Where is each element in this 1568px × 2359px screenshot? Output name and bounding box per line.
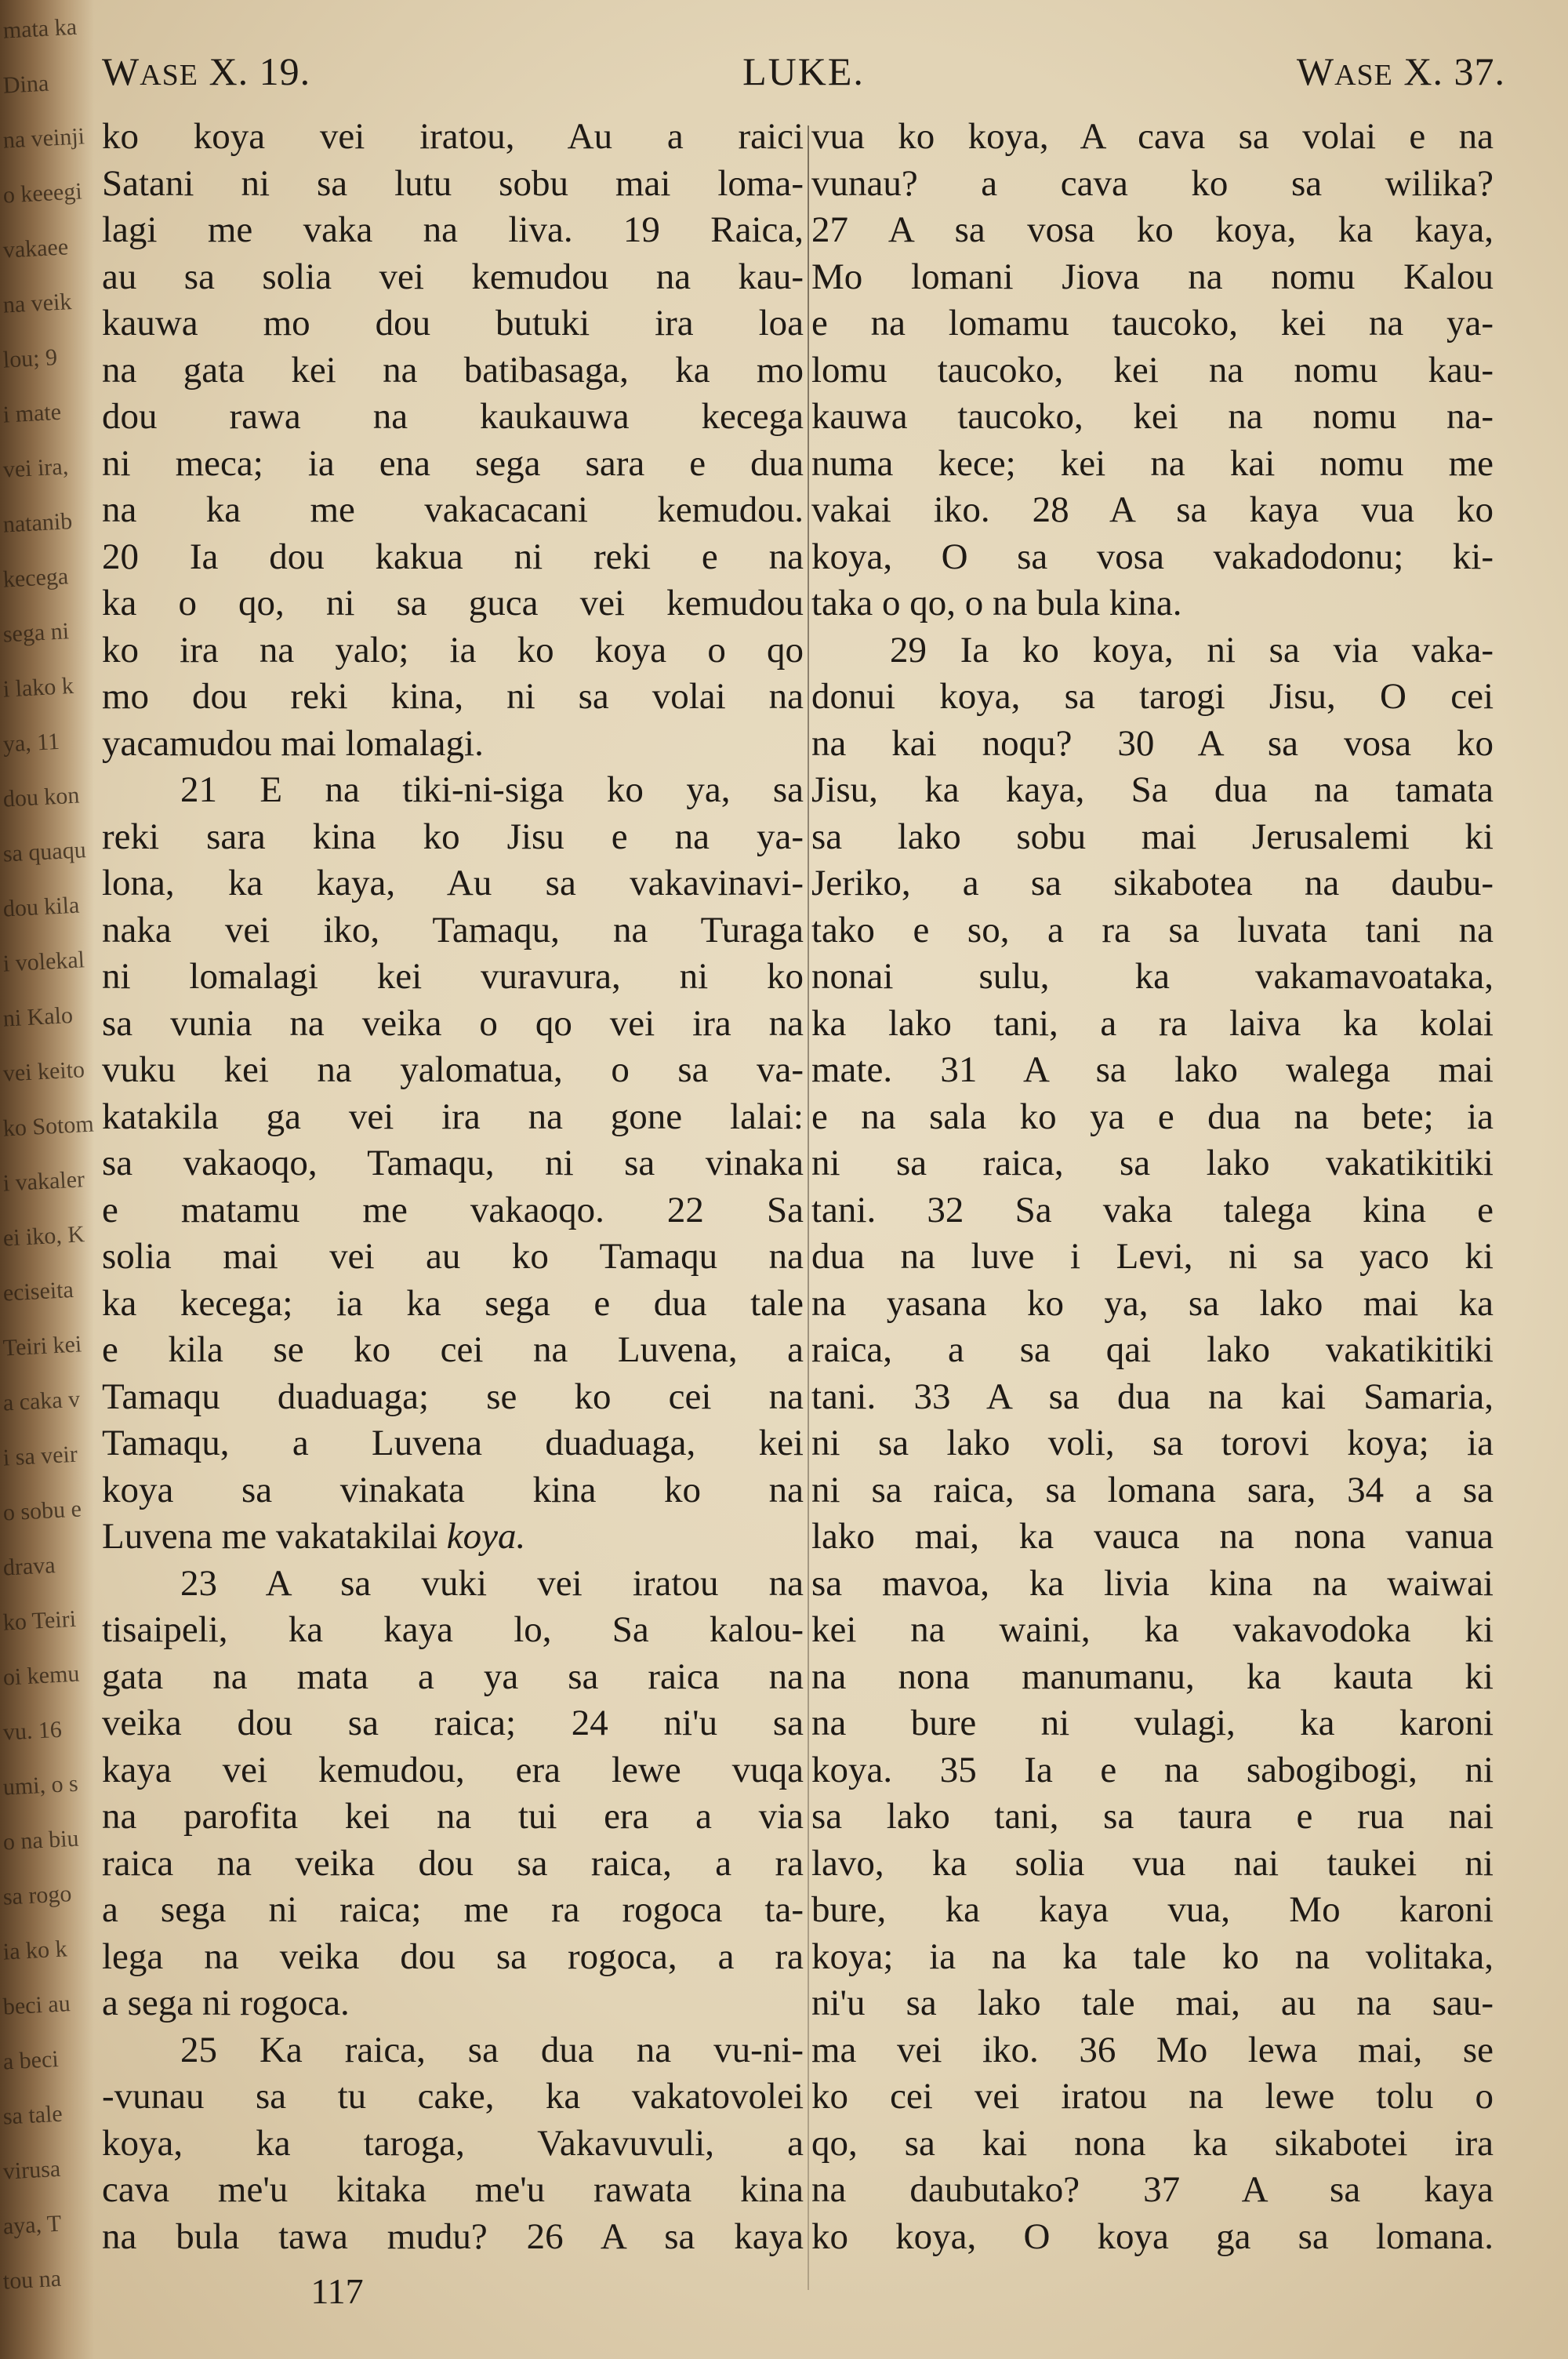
- text-line: ma vei iko. 36 Mo lewa mai, se: [811, 2029, 1494, 2070]
- text-line: ka kecega; ia ka sega e dua tale: [102, 1282, 804, 1324]
- text-line: na yasana ko ya, sa lako mai ka: [811, 1282, 1494, 1324]
- text-line: Tamaqu duaduaga; se ko cei na: [102, 1376, 804, 1417]
- bleed-through-text: a caka v: [2, 1386, 81, 1416]
- text-line: ni'u sa lako tale mai, au na sau-: [811, 1983, 1494, 2023]
- text-line: na nona manumanu, ka kauta ki: [811, 1656, 1494, 1697]
- text-line: vua ko koya, A cava sa volai e na: [811, 116, 1494, 157]
- bleed-through-text: vei keito: [2, 1056, 85, 1087]
- text-line: na gata kei na batibasaga, ka mo: [102, 349, 804, 391]
- text-line: -vunau sa tu cake, ka vakatovolei: [102, 2076, 804, 2117]
- column-divider: [808, 125, 809, 2290]
- text-line: koya; ia na ka tale ko na volitaka,: [811, 1936, 1494, 1977]
- text-line: vunau? a cava ko sa wilika?: [811, 162, 1494, 204]
- text-line: kei na waini, ka vakavodoka ki: [811, 1609, 1494, 1650]
- text-line: vakai iko. 28 A sa kaya vua ko: [811, 489, 1494, 530]
- text-line: sa vunia na veika o qo vei ira na: [102, 1002, 804, 1044]
- bleed-through-text: virusa: [2, 2155, 61, 2185]
- text-line: dou rawa na kaukauwa kecega: [102, 396, 804, 437]
- bleed-through-text: ko Sotom: [2, 1110, 95, 1142]
- bleed-through-text: natanib: [2, 508, 73, 538]
- bleed-through-text: vu. 16: [2, 1716, 63, 1746]
- text-line: yacamudou mai lomalagi.: [102, 722, 484, 764]
- text-line: tani. 33 A sa dua na kai Samaria,: [811, 1376, 1494, 1417]
- text-line: ka o qo, ni sa guca vei kemudou: [102, 583, 804, 623]
- text-line: 25 Ka raica, sa dua na vu-ni-: [180, 2029, 804, 2070]
- left-text-column: [102, 114, 804, 2260]
- text-line: e na lomamu taucoko, kei na ya-: [811, 303, 1494, 343]
- text-line: Jisu, ka kaya, Sa dua na tamata: [811, 769, 1494, 810]
- text-line: ka lako tani, a ra laiva ka kolai: [811, 1002, 1494, 1044]
- text-line: raica, a sa qai lako vakatikitiki: [811, 1329, 1494, 1370]
- running-header: [102, 49, 1505, 104]
- text-line: ko koya, O koya ga sa lomana.: [811, 2215, 1494, 2257]
- text-line: 27 A sa vosa ko koya, ka kaya,: [811, 209, 1494, 250]
- text-line: gata na mata a ya sa raica na: [102, 1656, 804, 1697]
- bleed-through-text: ya, 11: [2, 728, 60, 758]
- text-line: numa kece; kei na kai nomu me: [811, 442, 1494, 484]
- text-line: donui koya, sa tarogi Jisu, O cei: [811, 676, 1494, 717]
- text-line: dua na luve i Levi, ni sa yaco ki: [811, 1236, 1494, 1277]
- bleed-through-text: vei ira,: [2, 453, 69, 483]
- bleed-through-text: ia ko k: [2, 1936, 68, 1965]
- bleed-through-text: vakaee: [2, 234, 69, 264]
- text-line: a sega ni rogoca.: [102, 1983, 350, 2023]
- bleed-through-text: i mate: [2, 398, 62, 428]
- text-line: lavo, ka solia vua nai taukei ni: [811, 1842, 1494, 1884]
- bleed-through-text: i volekal: [2, 947, 85, 977]
- text-line: katakila ga vei ira na gone lalai:: [102, 1096, 804, 1137]
- text-line: e matamu me vakaoqo. 22 Sa: [102, 1189, 804, 1230]
- bleed-through-text: drava: [2, 1552, 56, 1581]
- text-line: lomu taucoko, kei na nomu kau-: [811, 349, 1494, 391]
- page-number: 117: [310, 2271, 364, 2311]
- text-line: sa lako tani, sa taura e rua nai: [811, 1796, 1494, 1837]
- text-line: ni sa raica, sa lako vakatikitiki: [811, 1143, 1494, 1183]
- text-line: lako mai, ka vauca na nona vanua: [811, 1516, 1494, 1557]
- text-line: sa vakaoqo, Tamaqu, ni sa vinaka: [102, 1143, 804, 1183]
- header-right-reference: WASE X. 37.: [1296, 49, 1505, 93]
- text-line: 21 E na tiki-ni-siga ko ya, sa: [180, 769, 804, 810]
- text-line: e kila se ko cei na Luvena, a: [102, 1329, 804, 1370]
- text-line: kauwa mo dou butuki ira loa: [102, 303, 804, 343]
- text-line: Tamaqu, a Luvena duaduaga, kei: [102, 1423, 804, 1463]
- text-line: sa lako sobu mai Jerusalemi ki: [811, 816, 1494, 857]
- bleed-through-text: ni Kalo: [2, 1001, 74, 1032]
- text-line: lega na veika dou sa rogoca, a ra: [102, 1936, 804, 1977]
- text-line: lagi me vaka na liva. 19 Raica,: [102, 209, 804, 250]
- text-line: 20 Ia dou kakua ni reki e na: [102, 536, 804, 577]
- italic-word: koya.: [446, 1516, 526, 1557]
- text-line: na parofita kei na tui era a via: [102, 1796, 804, 1837]
- text-line: solia mai vei au ko Tamaqu na: [102, 1236, 804, 1277]
- text-line: tani. 32 Sa vaka talega kina e: [811, 1189, 1494, 1230]
- text-line: Mo lomani Jiova na nomu Kalou: [811, 256, 1494, 297]
- text-line: koya, O sa vosa vakadodonu; ki-: [811, 536, 1494, 577]
- bleed-through-text: Teiri kei: [2, 1331, 82, 1361]
- text-line: au sa solia vei kemudou na kau-: [102, 256, 804, 297]
- text-line: nonai sulu, ka vakamavoataka,: [811, 956, 1494, 997]
- text-line: koya sa vinakata kina ko na: [102, 1469, 804, 1510]
- bleed-through-text: o sobu e: [2, 1496, 82, 1526]
- text-line: ni lomalagi kei vuravura, ni ko: [102, 956, 804, 997]
- bleed-through-text: Dina: [2, 70, 49, 99]
- bleed-through-text: sa quaqu: [2, 837, 87, 867]
- text-line: ni sa raica, sa lomana sara, 34 a sa: [811, 1469, 1494, 1510]
- text-line: mate. 31 A sa lako walega mai: [811, 1049, 1494, 1090]
- text-line: tisaipeli, ka kaya lo, Sa kalou-: [102, 1609, 804, 1650]
- right-text-column: [811, 114, 1494, 2260]
- text-line: lona, ka kaya, Au sa vakavinavi-: [102, 863, 804, 903]
- text-line: 29 Ia ko koya, ni sa via vaka-: [890, 629, 1494, 671]
- bleed-through-text: kecega: [2, 563, 69, 593]
- bleed-through-text: ei iko, K: [2, 1221, 85, 1252]
- bleed-through-text: sega ni: [2, 618, 70, 648]
- text-line: cava me'u kitaka me'u rawata kina: [102, 2169, 804, 2210]
- text-line: na kai noqu? 30 A sa vosa ko: [811, 722, 1494, 764]
- bleed-through-text: sa rogo: [2, 1881, 73, 1910]
- header-book-title: LUKE.: [742, 49, 865, 93]
- text-line: ko koya vei iratou, Au a raici: [102, 116, 804, 157]
- text-line: tako e so, a ra sa luvata tani na: [811, 909, 1494, 951]
- bleed-through-text: a beci: [2, 2045, 60, 2075]
- bleed-through-text: umi, o s: [2, 1770, 79, 1801]
- text-line: 23 A sa vuki vei iratou na: [180, 1562, 804, 1604]
- text-line: taka o qo, o na bula kina.: [811, 583, 1182, 623]
- text-line: na bula tawa mudu? 26 A sa kaya: [102, 2215, 804, 2257]
- text-line: Satani ni sa lutu sobu mai loma-: [102, 162, 804, 204]
- bleed-through-text: sa tale: [2, 2100, 64, 2130]
- text-line: ko ira na yalo; ia ko koya o qo: [102, 629, 804, 671]
- bleed-through-text: o na biu: [2, 1825, 80, 1856]
- bleed-through-text: dou kon: [2, 782, 81, 812]
- header-left-reference: WASE X. 19.: [102, 49, 311, 93]
- text-line: e na sala ko ya e dua na bete; ia: [811, 1096, 1494, 1137]
- bleed-through-text: na veik: [2, 289, 73, 318]
- text-line: bure, ka kaya vua, Mo karoni: [811, 1889, 1494, 1930]
- text-line: na ka me vakacacani kemudou.: [102, 489, 804, 530]
- text-line: kauwa taucoko, kei na nomu na-: [811, 396, 1494, 437]
- text-line: raica na veika dou sa raica, a ra: [102, 1842, 804, 1884]
- bleed-through-text: tou na: [2, 2265, 62, 2295]
- bleed-through-text: aya, T: [2, 2210, 63, 2240]
- bleed-through-text: dou kila: [2, 892, 81, 922]
- text-line: ni sa lako voli, sa torovi koya; ia: [811, 1423, 1494, 1463]
- bleed-through-text: oi kemu: [2, 1660, 81, 1691]
- bleed-through-text: i vakaler: [2, 1166, 85, 1197]
- text-line: Jeriko, a sa sikabotea na daubu-: [811, 863, 1494, 903]
- bleed-through-text: o keeegi: [2, 178, 83, 209]
- bleed-through-text: ko Teiri: [2, 1605, 77, 1636]
- text-line: naka vei iko, Tamaqu, na Turaga: [102, 909, 804, 951]
- bleed-through-text: mata ka: [2, 13, 78, 44]
- text-line: qo, sa kai nona ka sikabotei ira: [811, 2122, 1494, 2164]
- text-line: vuku kei na yalomatua, o sa va-: [102, 1049, 804, 1090]
- text-line: ko cei vei iratou na lewe tolu o: [811, 2076, 1494, 2117]
- text-line: na daubutako? 37 A sa kaya: [811, 2169, 1494, 2210]
- text-line: koya. 35 Ia e na sabogibogi, ni: [811, 1749, 1494, 1790]
- text-line: kaya vei kemudou, era lewe vuqa: [102, 1749, 804, 1790]
- text-line: reki sara kina ko Jisu e na ya-: [102, 816, 804, 857]
- bleed-through-text: eciseita: [2, 1276, 74, 1307]
- facing-page-bleed: [0, 0, 94, 2359]
- bleed-through-text: lou; 9: [2, 344, 58, 373]
- text-line: sa mavoa, ka livia kina na waiwai: [811, 1562, 1494, 1604]
- text-line: veika dou sa raica; 24 ni'u sa: [102, 1703, 804, 1743]
- text-line: a sega ni raica; me ra rogoca ta-: [102, 1889, 804, 1930]
- text-line: Luvena me vakatakilai koya.: [102, 1516, 526, 1557]
- bleed-through-text: beci au: [2, 1990, 71, 2020]
- bleed-through-text: i lako k: [2, 672, 74, 703]
- text-line: mo dou reki kina, ni sa volai na: [102, 676, 804, 717]
- text-line: ni meca; ia ena sega sara e dua: [102, 442, 804, 484]
- text-line: na bure ni vulagi, ka karoni: [811, 1703, 1494, 1743]
- bleed-through-text: na veinji: [2, 123, 85, 154]
- text-line: koya, ka taroga, Vakavuvuli, a: [102, 2122, 804, 2164]
- bleed-through-text: i sa veir: [2, 1441, 78, 1471]
